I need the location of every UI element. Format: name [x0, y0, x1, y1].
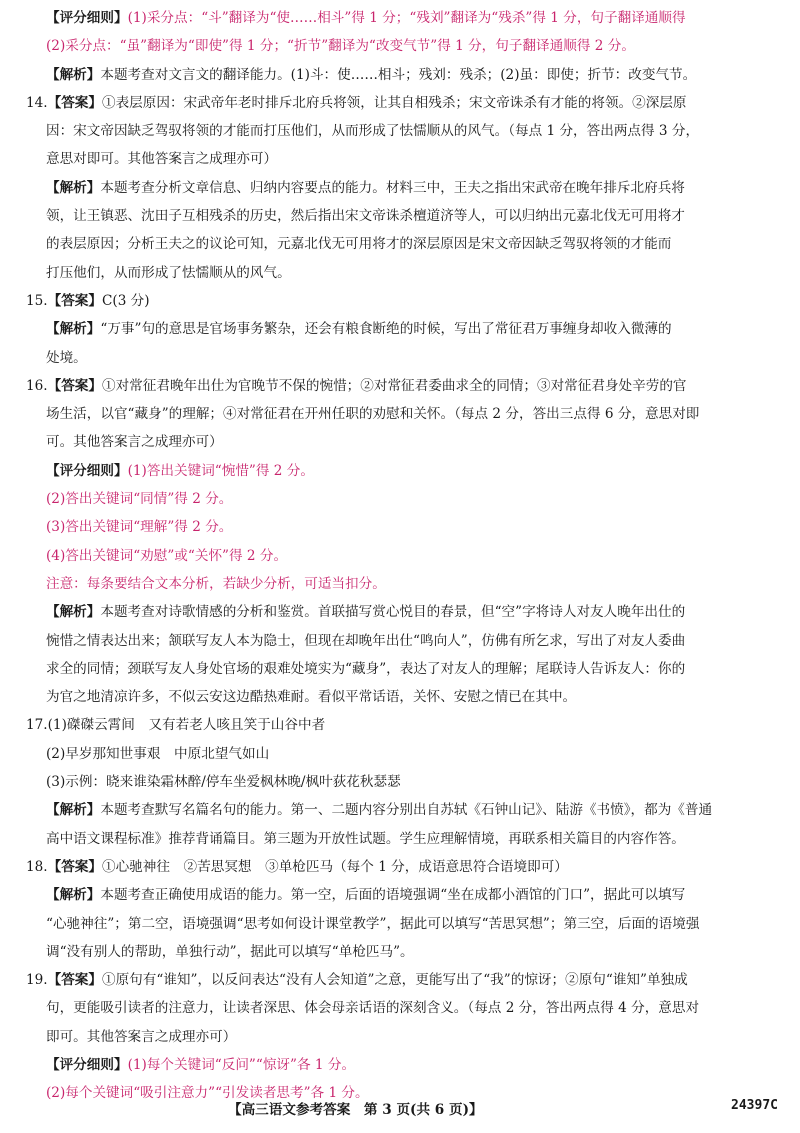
text-line [26, 853, 778, 881]
line-text: 高中语文课程标准》推荐背诵篇目。第三题为开放性试题。学生应理解情境，再联系相关篇目的内容作答。 [46, 830, 685, 847]
line-text: ①心驰神往 ②苦思冥想 ③单枪匹马（每个 1 分，成语意思符合语境即可） [102, 858, 568, 875]
text-line [26, 61, 778, 89]
text-line [26, 230, 778, 258]
question-number: 17. [26, 717, 48, 734]
line-text: (2)早岁那知世事艰 中原北望气如山 [46, 745, 270, 762]
text-line [26, 428, 778, 456]
question-number: 15. [26, 292, 48, 309]
text-line [26, 966, 778, 994]
line-text: 本题考查对诗歌情感的分析和鉴赏。首联描写赏心悦目的春景，但“空”字将诗人对友人晚年出仕的 [100, 604, 686, 621]
text-line [26, 740, 778, 768]
line-text: 的表层原因；分析王夫之的议论可知，元嘉北伐无可用将才的深层原因是宋文帝因缺乏驾驭将领的才能而 [46, 236, 672, 253]
text-line [26, 655, 778, 683]
line-text: (3)答出关键词“理解”得 2 分。 [46, 519, 233, 536]
text-line [26, 513, 778, 541]
line-text: 本题考查对文言文的翻译能力。(1)斗：使……相斗；残刘：残杀；(2)虽：即使；折节：改变气节。 [100, 66, 697, 83]
text-line [26, 32, 778, 60]
text-line [26, 683, 778, 711]
section-label-jiexi: 【解析】 [46, 802, 101, 819]
footer-document-code: 24397C [731, 1098, 778, 1113]
section-label-daan: 【答案】 [47, 94, 102, 111]
line-text: (1)答出关键词“惋惜”得 2 分。 [127, 462, 314, 479]
text-line [26, 89, 778, 117]
section-label-jiexi: 【解析】 [46, 179, 101, 196]
line-text: 注意：每条要结合文本分析，若缺少分析，可适当扣分。 [46, 575, 386, 592]
text-line [26, 825, 778, 853]
line-text: 处境。 [46, 349, 87, 366]
text-line [26, 400, 778, 428]
line-text: (1)每个关键词“反问”“惊讶”各 1 分。 [127, 1056, 356, 1073]
line-text: (1)采分点：“斗”翻译为“使……相斗”得 1 分；“残刘”翻译为“残杀”得 1 分，句子翻译通顺得 [127, 10, 686, 26]
line-text: 求全的同情；颈联写友人身处官场的艰难处境实为“藏身”，表达了对友人的理解；尾联诗人告诉友人：你的 [46, 660, 686, 677]
line-text: 为官之地清凉许多，不似云安这边酷热难耐。看似平常话语，关怀、安慰之情已在其中。 [46, 689, 577, 706]
section-label-pingfen: 【评分细则】 [46, 10, 128, 26]
line-text: 本题考查默写名篇名句的能力。第一、二题内容分别出自苏轼《石钟山记》、陆游《书愤》，都为《普通 [100, 802, 713, 819]
text-line [26, 372, 778, 400]
text-line [26, 259, 778, 287]
line-text: 调“没有别人的帮助，单独行动”，据此可以填写“单枪匹马”。 [46, 943, 414, 960]
line-text: ①表层原因：宋武帝年老时排斥北府兵将领，让其自相残杀；宋文帝诛杀有才能的将领。②深层原 [102, 94, 687, 111]
line-text: 因：宋文帝因缺乏驾驭将领的才能而打压他们，从而形成了怯懦顺从的风气。（每点 1 分，答出两点得 3 分， [46, 123, 700, 140]
text-line [26, 910, 778, 938]
line-text: 惋惜之情表达出来；颔联写友人本为隐士，但现在却晚年出仕“鸣向人”，仿佛有所乞求，写出了对友人委曲 [46, 632, 686, 649]
text-line [26, 881, 778, 909]
text-line [26, 287, 778, 315]
question-number: 19. [26, 972, 48, 989]
line-text: 领，让王镇恶、沈田子互相残杀的历史，然后指出宋文帝诛杀檀道济等人，可以归纳出元嘉北伐无可用将才 [46, 208, 685, 225]
text-line [26, 627, 778, 655]
text-line [26, 768, 778, 796]
text-line [26, 1051, 778, 1079]
footer-page-info: 【高三语文参考答案 第 3 页(共 6 页)】 [228, 1102, 483, 1118]
text-line [26, 796, 778, 824]
line-text: “心驰神往”；第二空，语境强调“思考如何设计课堂教学”，据此可以填写“苦思冥想”；第三空，后面的语境强 [46, 915, 700, 932]
line-text: ①对常征君晚年出仕为官晚节不保的惋惜；②对常征君委曲求全的同情；③对常征君身处辛劳的官 [102, 377, 687, 394]
text-line [26, 994, 778, 1022]
section-label-jiexi: 【解析】 [46, 887, 101, 904]
section-label-daan: 【答案】 [47, 292, 102, 309]
line-text: (2)答出关键词“同情”得 2 分。 [46, 491, 233, 508]
line-text: (4)答出关键词“劝慰”或“关怀”得 2 分。 [46, 547, 288, 564]
section-label-daan: 【答案】 [47, 858, 102, 875]
section-label-jiexi: 【解析】 [46, 604, 101, 621]
text-line [26, 485, 778, 513]
line-text: 意思对即可。其他答案言之成理亦可） [46, 151, 278, 168]
line-text: C(3 分) [102, 292, 150, 309]
line-text: (2)采分点：“虽”翻译为“即使”得 1 分；“折节”翻译为“改变气节”得 1 分，句子翻译通顺得 2 分。 [46, 38, 635, 55]
line-text: (2)每个关键词“吸引注意力”“引发读者思考”各 1 分。 [46, 1085, 369, 1102]
section-label-pingfen: 【评分细则】 [46, 462, 128, 479]
line-text: 本题考查正确使用成语的能力。第一空，后面的语境强调“坐在成都小酒馆的门口”，据此可以填写 [100, 887, 686, 904]
line-text: 句，更能吸引读者的注意力，让读者深思、体会母亲话语的深刻含义。（每点 2 分，答出两点得 4 分，意思对 [46, 1000, 700, 1017]
text-line [26, 711, 778, 739]
question-number: 18. [26, 858, 48, 875]
text-line [26, 344, 778, 372]
section-label-daan: 【答案】 [47, 972, 102, 989]
text-line [26, 1023, 778, 1051]
line-text: 场生活，以官“藏身”的理解；④对常征君在开州任职的劝慰和关怀。（每点 2 分，答出三点得 6 分，意思对即 [46, 406, 700, 423]
text-line [26, 202, 778, 230]
section-label-pingfen: 【评分细则】 [46, 1056, 128, 1073]
section-label-jiexi: 【解析】 [46, 321, 101, 338]
question-number: 16. [26, 377, 48, 394]
text-line [26, 315, 778, 343]
line-text: 即可。其他答案言之成理亦可） [46, 1028, 237, 1045]
text-line [26, 174, 778, 202]
answer-content [26, 4, 778, 1108]
text-line [26, 570, 778, 598]
line-text: (3)示例：晓来谁染霜林醉/停车坐爱枫林晚/枫叶荻花秋瑟瑟 [46, 774, 401, 791]
text-line [26, 4, 778, 32]
line-text: ①原句有“谁知”，以反问表达“没有人会知道”之意，更能写出了“我”的惊讶；②原句“谁知”单独成 [102, 972, 688, 989]
page-footer [0, 1098, 800, 1122]
section-label-jiexi: 【解析】 [46, 66, 101, 83]
text-line [26, 542, 778, 570]
line-text: 打压他们，从而形成了怯懦顺从的风气。 [46, 264, 291, 281]
section-label-daan: 【答案】 [47, 377, 102, 394]
text-line [26, 117, 778, 145]
line-text: 可。其他答案言之成理亦可） [46, 434, 223, 451]
line-text: “万事”句的意思是官场事务繁杂，还会有粮食断绝的时候，写出了常征君万事缠身却收入微薄的 [100, 321, 672, 338]
line-text: (1)磔磔云霄间 又有若老人咳且笑于山谷中者 [47, 717, 326, 734]
text-line [26, 145, 778, 173]
text-line [26, 938, 778, 966]
text-line [26, 457, 778, 485]
text-line [26, 598, 778, 626]
line-text: 本题考查分析文章信息、归纳内容要点的能力。材料三中，王夫之指出宋武帝在晚年排斥北府兵将 [100, 179, 685, 196]
question-number: 14. [26, 94, 48, 111]
